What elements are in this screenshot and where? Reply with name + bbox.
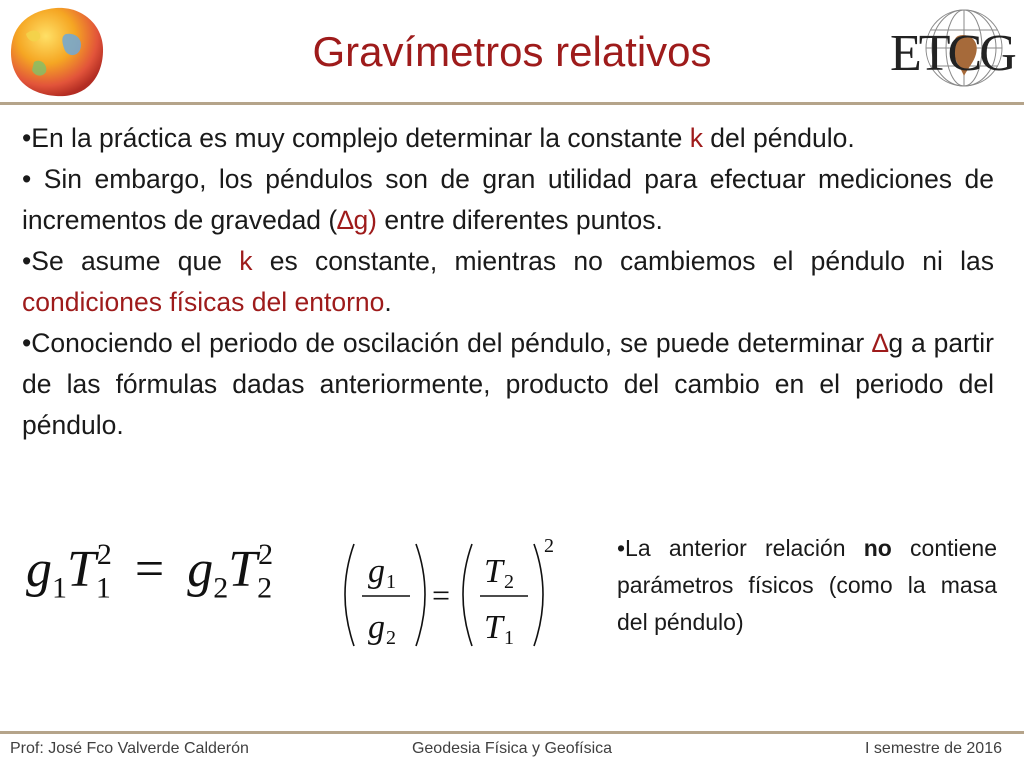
svg-text:1: 1	[504, 627, 514, 649]
svg-text:1: 1	[386, 571, 396, 593]
footer-divider	[0, 731, 1024, 734]
footer-course: Geodesia Física y Geofísica	[411, 740, 613, 757]
footer-author: Prof: José Fco Valverde Calderón	[10, 740, 249, 757]
numerator-right: T	[484, 553, 503, 590]
numerator-left: g	[368, 553, 385, 590]
bullet-list	[22, 118, 994, 446]
bullet-item: •En la práctica es muy complejo determinar la constante k del péndulo.	[22, 123, 855, 153]
equals-sign: =	[432, 577, 451, 613]
left-paren	[463, 544, 472, 646]
denominator-left: g	[368, 609, 385, 646]
exponent: 2	[544, 535, 554, 557]
etcg-logo-text: ETCG	[890, 25, 1014, 82]
slide-title: Gravímetros relativos	[312, 28, 712, 75]
left-paren	[345, 544, 354, 646]
bullet-item: •Se asume que k es constante, mientras no cambiemos el péndulo ni las condiciones físicas del entorno.	[22, 246, 994, 317]
svg-text:2: 2	[504, 571, 514, 593]
bullet-item: •Conociendo el periodo de oscilación del péndulo, se puede determinar ∆g a partir de las fórmulas dadas anteriormente, producto del cambio en el periodo del péndulo.	[22, 328, 994, 440]
right-paren	[416, 544, 425, 646]
ratio-equation	[330, 530, 570, 660]
bullet-item: • Sin embargo, los péndulos son de gran utilidad para efectuar mediciones de incrementos de gravedad (∆g) entre diferentes puntos.	[22, 164, 994, 235]
right-paren	[534, 544, 543, 646]
footer-semester: I semestre de 2016	[865, 740, 1002, 757]
etcg-logo	[888, 6, 1018, 90]
side-note: •La anterior relación no contiene parámetros físicos (como la masa del péndulo)	[617, 535, 997, 635]
pendulum-equation: $g_1T_1^2 = g_2T_2^2$	[26, 537, 274, 605]
svg-text:2: 2	[386, 627, 396, 649]
denominator-right: T	[484, 609, 503, 646]
header-divider	[0, 102, 1024, 105]
